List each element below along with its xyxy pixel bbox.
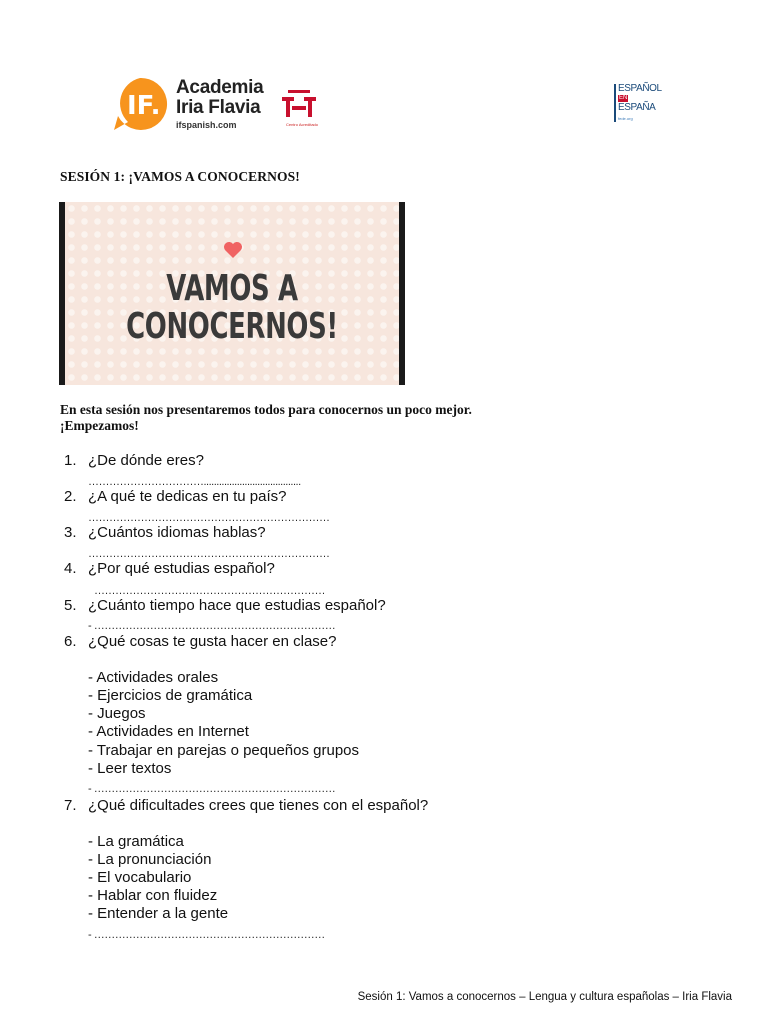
if-logo-icon [112,76,168,132]
question-5: 5. ¿Cuánto tiempo hace que estudias español? [64,597,386,614]
cervantes-emblem-icon [278,88,326,120]
question-7: 7. ¿Qué dificultades crees que tienes con el español? [64,797,429,814]
option-6-1: - Actividades orales [88,669,219,686]
intro-line1: En esta sesión nos presentaremos todos para conocernos un poco mejor. [60,402,472,417]
answer-line-1: ……………………………...................................... [88,476,301,488]
question-text: ¿Por qué estudias español? [88,560,275,577]
question-4: 4. ¿Por qué estudias español? [64,560,275,577]
option-7-2: - La pronunciación [88,851,212,868]
page-footer: Sesión 1: Vamos a conocernos – Lengua y cultura españolas – Iria Flavia [357,991,732,1003]
espanol-line1: ESPAÑOL [618,83,662,94]
question-text: ¿Qué dificultades crees que tienes con el español? [88,797,429,814]
espanol-foot: fede.org [618,116,633,121]
question-3: 3. ¿Cuántos idiomas hablas? [64,524,266,541]
option-6-5: - Trabajar en parejas o pequeños grupos [88,742,360,759]
academy-name-line1: Academia [176,77,264,98]
option-7-5: - Entender a la gente [88,905,229,922]
question-text: ¿A qué te dedicas en tu país? [88,488,287,505]
espanol-logo-bar [614,84,616,122]
espanol-line2: ESPAÑA [618,102,656,113]
academy-name [176,78,263,118]
answer-line-4: ………………………………………………………… [94,585,325,597]
option-7-4: - Hablar con fluidez [88,887,218,904]
question-text: ¿Cuánto tiempo hace que estudias español? [88,597,386,614]
question-text: ¿De dónde eres? [88,452,204,469]
question-1: 1. ¿De dónde eres? [64,452,204,469]
academy-name-line2: Iria Flavia [176,97,261,118]
espanol-en: EN [619,95,628,101]
option-6-2: - Ejercicios de gramática [88,687,253,704]
session-title: SESIÓN 1: ¡VAMOS A CONOCERNOS! [60,169,300,184]
intro-text [60,402,472,434]
svg-text:IF.: IF. [127,91,161,121]
answer-line-2: …………………………………………………………… [88,512,330,524]
option-7-1: - La gramática [88,833,184,850]
intro-line2: ¡Empezamos! [60,418,139,433]
banner-text [112,270,352,346]
option-7-3: - El vocabulario [88,869,192,886]
question-text: ¿Qué cosas te gusta hacer en clase? [88,633,337,650]
heart-icon [223,240,243,260]
option-6-3: - Juegos [88,705,146,722]
espanol-en-espana-logo [614,84,670,124]
academy-site: ifspanish.com [176,120,237,130]
option-6-6: - Leer textos [88,760,172,777]
answer-line-5: - …………………………………………………………… [88,620,336,632]
answer-line-7: - ………………………………………………………… [88,929,325,941]
instituto-cervantes-logo [278,88,326,132]
option-6-4: - Actividades en Internet [88,723,249,740]
banner-image [59,202,405,385]
question-text: ¿Cuántos idiomas hablas? [88,524,266,541]
cervantes-caption: Centro Acreditado [285,122,319,127]
banner-line2: CONOCERNOS! [126,306,338,347]
banner-line1: VAMOS A [166,268,298,309]
question-6: 6. ¿Qué cosas te gusta hacer en clase? [64,633,337,650]
answer-line-3: …………………………………………………………… [88,548,330,560]
academia-iria-flavia-logo [112,76,272,132]
answer-line-6: - …………………………………………………………… [88,783,336,795]
question-2: 2. ¿A qué te dedicas en tu país? [64,488,287,505]
